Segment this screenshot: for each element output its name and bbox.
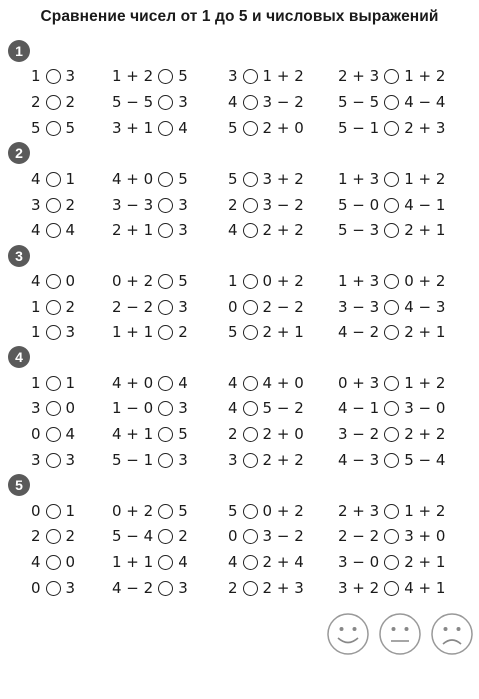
left-operand: 3 [228,451,238,469]
comparison-row [0,168,479,190]
comparison-blank-circle[interactable] [243,325,258,340]
comparison-row [0,449,479,471]
right-operand: 0 [65,272,76,290]
page-title: Сравнение чисел от 1 до 5 и числовых выражений [40,8,439,25]
left-operand: 5 − 1 [338,119,380,137]
comparison-item [112,525,188,547]
left-operand: 0 [31,579,41,597]
left-operand: 5 − 5 [112,93,154,111]
right-operand: 1 [65,374,76,392]
left-operand: 0 + 3 [338,374,380,392]
comparison-item [31,500,75,522]
comparison-blank-circle[interactable] [158,529,173,544]
left-operand: 2 [228,196,238,214]
comparison-item [31,423,75,445]
right-operand: 5 − 4 [404,451,446,469]
right-operand: 2 [65,527,76,545]
left-operand: 1 [31,67,41,85]
comparison-item [112,194,188,216]
left-operand: 4 [228,553,238,571]
left-operand: 1 + 1 [112,553,154,571]
right-operand: 1 + 2 [404,67,446,85]
right-operand: 4 − 1 [404,196,446,214]
comparison-item [338,296,445,318]
comparison-row [0,397,479,419]
comparison-row [0,91,479,113]
left-operand: 1 + 2 [112,67,154,85]
self-assessment-faces [326,612,476,660]
left-operand: 4 + 0 [112,374,154,392]
comparison-item [31,449,75,471]
comparison-item [228,372,304,394]
left-operand: 2 [31,93,41,111]
comparison-blank-circle[interactable] [46,581,61,596]
left-operand: 2 + 1 [112,221,154,239]
right-operand: 5 [65,119,76,137]
left-operand: 2 [31,527,41,545]
comparison-blank-circle[interactable] [158,274,173,289]
comparison-blank-circle[interactable] [243,274,258,289]
right-operand: 3 [178,93,188,111]
left-operand: 0 + 2 [112,502,154,520]
comparison-item [338,91,445,113]
right-operand: 3 − 2 [262,196,304,214]
right-operand: 4 − 4 [404,93,446,111]
comparison-item [228,91,304,113]
comparison-blank-circle[interactable] [243,581,258,596]
left-operand: 3 + 2 [338,579,380,597]
right-operand: 1 + 2 [404,502,446,520]
left-operand: 1 [228,272,238,290]
comparison-row [0,577,479,599]
comparison-item [112,270,188,292]
right-operand: 5 [178,425,188,443]
comparison-item [112,372,188,394]
comparison-row [0,551,479,573]
right-operand: 1 + 2 [404,170,446,188]
comparison-blank-circle[interactable] [46,325,61,340]
left-operand: 5 [228,119,238,137]
left-operand: 0 [228,527,238,545]
right-operand: 2 + 3 [262,579,304,597]
left-operand: 4 [228,93,238,111]
comparison-blank-circle[interactable] [158,198,173,213]
right-operand: 2 + 0 [262,119,304,137]
left-operand: 2 [228,579,238,597]
comparison-blank-circle[interactable] [158,300,173,315]
comparison-blank-circle[interactable] [46,376,61,391]
comparison-blank-circle[interactable] [158,69,173,84]
comparison-item [338,194,445,216]
comparison-blank-circle[interactable] [384,376,399,391]
smiley-neutral-icon[interactable] [378,612,422,656]
left-operand: 3 [31,399,41,417]
comparison-item [338,551,445,573]
comparison-item [112,449,188,471]
comparison-blank-circle[interactable] [158,401,173,416]
right-operand: 2 + 1 [404,323,446,341]
right-operand: 2 + 2 [262,221,304,239]
comparison-item [228,168,304,190]
left-operand: 5 − 1 [112,451,154,469]
comparison-item [31,91,75,113]
right-operand: 3 [178,451,188,469]
left-operand: 4 [31,221,41,239]
comparison-blank-circle[interactable] [46,121,61,136]
comparison-blank-circle[interactable] [46,427,61,442]
left-operand: 5 [228,502,238,520]
comparison-item [112,423,188,445]
comparison-row [0,117,479,139]
comparison-blank-circle[interactable] [243,95,258,110]
left-operand: 2 − 2 [112,298,154,316]
comparison-blank-circle[interactable] [46,555,61,570]
comparison-blank-circle[interactable] [46,95,61,110]
comparison-blank-circle[interactable] [384,198,399,213]
right-operand: 2 − 2 [262,298,304,316]
right-operand: 4 [178,374,188,392]
comparison-item [338,423,445,445]
comparison-item [112,219,188,241]
right-operand: 2 + 1 [262,323,304,341]
left-operand: 4 [228,221,238,239]
comparison-blank-circle[interactable] [384,300,399,315]
comparison-blank-circle[interactable] [243,172,258,187]
comparison-blank-circle[interactable] [158,121,173,136]
comparison-blank-circle[interactable] [243,453,258,468]
left-operand: 4 [228,374,238,392]
right-operand: 0 + 2 [262,502,304,520]
smiley-happy-icon[interactable] [326,612,370,656]
left-operand: 1 [31,323,41,341]
left-operand: 3 + 1 [112,119,154,137]
comparison-blank-circle[interactable] [46,172,61,187]
left-operand: 2 + 3 [338,502,380,520]
comparison-blank-circle[interactable] [384,555,399,570]
comparison-item [228,423,304,445]
left-operand: 2 [228,425,238,443]
right-operand: 0 [65,399,76,417]
comparison-item [338,219,445,241]
left-operand: 4 + 1 [112,425,154,443]
comparison-item [112,296,188,318]
left-operand: 4 [228,399,238,417]
left-operand: 1 + 3 [338,170,380,188]
comparison-item [31,321,75,343]
comparison-blank-circle[interactable] [384,453,399,468]
left-operand: 3 − 3 [112,196,154,214]
left-operand: 3 − 0 [338,553,380,571]
left-operand: 3 − 3 [338,298,380,316]
comparison-item [31,194,75,216]
right-operand: 5 [178,272,188,290]
comparison-blank-circle[interactable] [158,581,173,596]
left-operand: 4 [31,170,41,188]
right-operand: 2 + 1 [404,221,446,239]
comparison-item [112,397,188,419]
left-operand: 2 + 3 [338,67,380,85]
comparison-item [228,321,304,343]
left-operand: 5 − 3 [338,221,380,239]
comparison-item [228,397,304,419]
comparison-blank-circle[interactable] [384,121,399,136]
right-operand: 4 [178,553,188,571]
comparison-blank-circle[interactable] [384,325,399,340]
comparison-blank-circle[interactable] [384,581,399,596]
comparison-item [228,500,304,522]
exercise-number-badge: 2 [8,142,30,164]
comparison-item [338,577,445,599]
comparison-blank-circle[interactable] [384,427,399,442]
right-operand: 4 − 3 [404,298,446,316]
right-operand: 4 [65,221,76,239]
right-operand: 3 − 0 [404,399,446,417]
right-operand: 2 + 4 [262,553,304,571]
comparison-item [31,372,75,394]
left-operand: 4 − 3 [338,451,380,469]
comparison-item [228,449,304,471]
comparison-item [338,65,445,87]
exercise-number-badge: 5 [8,474,30,496]
right-operand: 3 [178,196,188,214]
comparison-blank-circle[interactable] [46,198,61,213]
right-operand: 3 + 0 [404,527,446,545]
right-operand: 0 [65,553,76,571]
comparison-item [31,65,75,87]
comparison-item [112,65,188,87]
left-operand: 2 − 2 [338,527,380,545]
left-operand: 1 [31,374,41,392]
right-operand: 2 [178,527,188,545]
left-operand: 1 + 1 [112,323,154,341]
right-operand: 4 [178,119,188,137]
comparison-item [228,219,304,241]
left-operand: 4 [31,272,41,290]
comparison-item [228,65,304,87]
comparison-blank-circle[interactable] [46,529,61,544]
comparison-blank-circle[interactable] [384,504,399,519]
comparison-item [338,321,445,343]
comparison-item [228,525,304,547]
comparison-blank-circle[interactable] [384,401,399,416]
comparison-item [338,449,445,471]
right-operand: 3 [178,298,188,316]
exercise-number-badge: 3 [8,245,30,267]
comparison-item [338,397,445,419]
left-operand: 3 − 2 [338,425,380,443]
exercise-number-badge: 1 [8,40,30,62]
right-operand: 2 [65,93,76,111]
right-operand: 3 [178,221,188,239]
left-operand: 5 − 0 [338,196,380,214]
comparison-blank-circle[interactable] [158,555,173,570]
comparison-blank-circle[interactable] [46,453,61,468]
comparison-blank-circle[interactable] [46,401,61,416]
comparison-blank-circle[interactable] [158,376,173,391]
comparison-blank-circle[interactable] [243,69,258,84]
comparison-blank-circle[interactable] [243,121,258,136]
right-operand: 4 + 0 [262,374,304,392]
comparison-item [338,117,445,139]
right-operand: 5 − 2 [262,399,304,417]
right-operand: 1 [65,170,76,188]
right-operand: 3 [65,67,76,85]
comparison-blank-circle[interactable] [384,95,399,110]
comparison-blank-circle[interactable] [46,223,61,238]
comparison-blank-circle[interactable] [384,69,399,84]
left-operand: 4 − 2 [338,323,380,341]
comparison-item [31,551,75,573]
comparison-row [0,500,479,522]
right-operand: 3 [178,579,188,597]
comparison-row [0,65,479,87]
left-operand: 4 + 0 [112,170,154,188]
right-operand: 2 [65,298,76,316]
comparison-row [0,423,479,445]
comparison-item [228,194,304,216]
comparison-item [31,525,75,547]
right-operand: 2 [178,323,188,341]
comparison-blank-circle[interactable] [243,504,258,519]
comparison-item [112,551,188,573]
comparison-blank-circle[interactable] [46,274,61,289]
comparison-item [31,296,75,318]
comparison-row [0,194,479,216]
right-operand: 1 [65,502,76,520]
right-operand: 2 + 0 [262,425,304,443]
comparison-item [31,168,75,190]
left-operand: 5 [31,119,41,137]
left-operand: 0 + 2 [112,272,154,290]
comparison-blank-circle[interactable] [243,198,258,213]
comparison-item [31,270,75,292]
comparison-blank-circle[interactable] [243,529,258,544]
comparison-item [228,117,304,139]
right-operand: 3 − 2 [262,93,304,111]
right-operand: 3 + 2 [262,170,304,188]
left-operand: 3 [228,67,238,85]
comparison-blank-circle[interactable] [158,427,173,442]
left-operand: 4 − 1 [338,399,380,417]
comparison-item [338,270,445,292]
comparison-row [0,270,479,292]
comparison-blank-circle[interactable] [243,427,258,442]
right-operand: 3 − 2 [262,527,304,545]
comparison-blank-circle[interactable] [243,555,258,570]
left-operand: 1 + 3 [338,272,380,290]
comparison-item [31,117,75,139]
left-operand: 4 [31,553,41,571]
comparison-blank-circle[interactable] [243,376,258,391]
right-operand: 2 + 2 [404,425,446,443]
comparison-item [112,91,188,113]
comparison-blank-circle[interactable] [46,504,61,519]
comparison-item [31,219,75,241]
comparison-blank-circle[interactable] [384,274,399,289]
comparison-blank-circle[interactable] [158,453,173,468]
right-operand: 1 + 2 [262,67,304,85]
comparison-item [112,321,188,343]
comparison-item [112,117,188,139]
comparison-item [228,270,304,292]
comparison-blank-circle[interactable] [243,401,258,416]
comparison-item [338,500,445,522]
comparison-blank-circle[interactable] [243,223,258,238]
right-operand: 1 + 2 [404,374,446,392]
comparison-item [338,525,445,547]
left-operand: 5 [228,323,238,341]
left-operand: 3 [31,451,41,469]
comparison-blank-circle[interactable] [243,300,258,315]
right-operand: 3 [178,399,188,417]
comparison-blank-circle[interactable] [384,529,399,544]
right-operand: 0 + 2 [404,272,446,290]
right-operand: 5 [178,170,188,188]
comparison-row [0,321,479,343]
comparison-row [0,219,479,241]
left-operand: 0 [228,298,238,316]
left-operand: 0 [31,502,41,520]
comparison-blank-circle[interactable] [158,504,173,519]
right-operand: 3 [65,451,76,469]
right-operand: 5 [178,502,188,520]
comparison-blank-circle[interactable] [158,95,173,110]
comparison-blank-circle[interactable] [384,223,399,238]
comparison-blank-circle[interactable] [158,325,173,340]
comparison-row [0,372,479,394]
comparison-item [338,372,445,394]
comparison-item [112,577,188,599]
comparison-item [228,296,304,318]
right-operand: 2 [65,196,76,214]
right-operand: 5 [178,67,188,85]
comparison-item [338,168,445,190]
comparison-row [0,525,479,547]
smiley-sad-icon[interactable] [430,612,474,656]
left-operand: 1 − 0 [112,399,154,417]
right-operand: 3 [65,579,76,597]
comparison-blank-circle[interactable] [158,172,173,187]
right-operand: 0 + 2 [262,272,304,290]
right-operand: 4 + 1 [404,579,446,597]
comparison-item [228,577,304,599]
left-operand: 5 − 4 [112,527,154,545]
comparison-row [0,296,479,318]
comparison-blank-circle[interactable] [158,223,173,238]
left-operand: 3 [31,196,41,214]
comparison-item [112,500,188,522]
comparison-item [31,577,75,599]
left-operand: 5 [228,170,238,188]
exercise-number-badge: 4 [8,346,30,368]
right-operand: 2 + 2 [262,451,304,469]
right-operand: 3 [65,323,76,341]
comparison-blank-circle[interactable] [384,172,399,187]
comparison-item [31,397,75,419]
comparison-blank-circle[interactable] [46,69,61,84]
right-operand: 4 [65,425,76,443]
right-operand: 2 + 3 [404,119,446,137]
left-operand: 0 [31,425,41,443]
right-operand: 2 + 1 [404,553,446,571]
left-operand: 4 − 2 [112,579,154,597]
comparison-item [228,551,304,573]
left-operand: 5 − 5 [338,93,380,111]
left-operand: 1 [31,298,41,316]
comparison-item [112,168,188,190]
comparison-blank-circle[interactable] [46,300,61,315]
